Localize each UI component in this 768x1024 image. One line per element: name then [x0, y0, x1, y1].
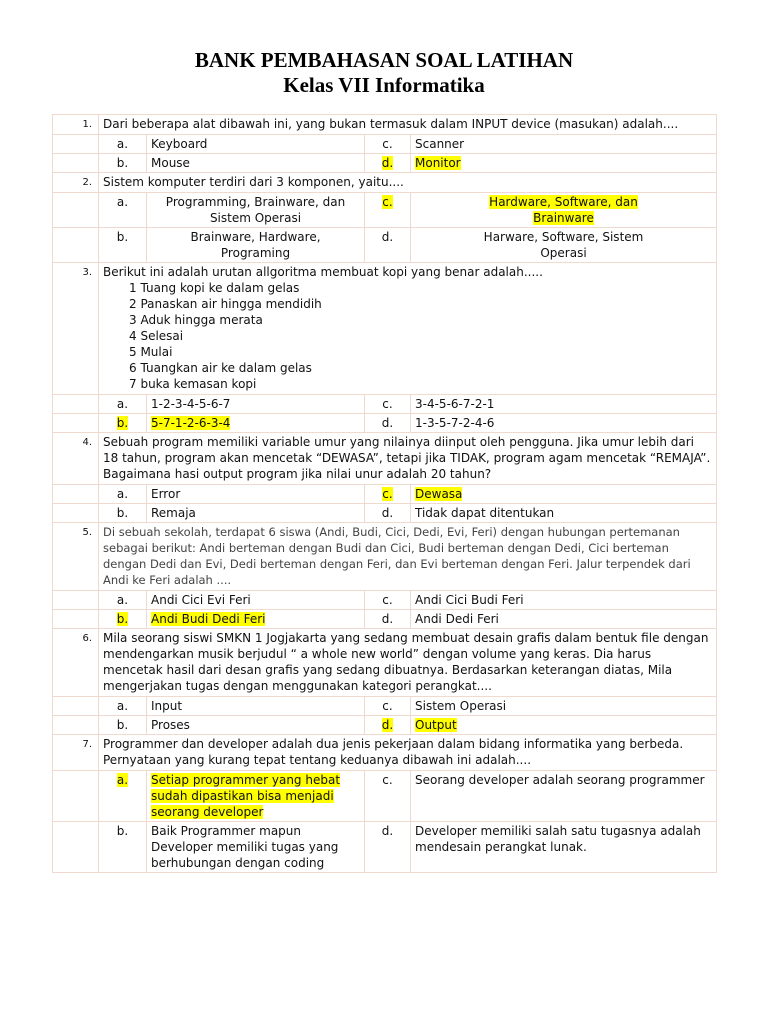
question-number: 6. — [53, 629, 99, 697]
option-text: Andi Dedi Feri — [411, 610, 717, 629]
option-text: Andi Cici Evi Feri — [147, 591, 365, 610]
question-text: Sebuah program memiliki variable umur yang nilainya diinput oleh pengguna. Jika umur lebih dari 18 tahun, program akan mencetak “DEWASA”, tetapi jika TIDAK, program agam mencetak “REMAJA”. Bagaimana hasi output program jika nilai unur adalah 20 tahun? — [99, 433, 717, 485]
option-text: 1-3-5-7-2-4-6 — [411, 414, 717, 433]
question-number: 1. — [53, 115, 99, 135]
step-item: 5 Mulai — [129, 345, 173, 359]
option-row — [53, 504, 717, 523]
question-number: 4. — [53, 433, 99, 485]
option-row — [53, 610, 717, 629]
option-letter: a. — [99, 485, 147, 504]
question-text: Mila seorang siswi SMKN 1 Jogjakarta yang sedang membuat desain grafis dalam bentuk file dengan mendengarkan musik berjudul “ a whole new world” dengan volume yang keras. Dia harus mencetak hasil dari desan grafis yang sedang dibuatnya. Berdasarkan keterangan diatas, Mila mengerjakan tugas dengan menggunakan kategori perangkat.... — [99, 629, 717, 697]
option-letter: c. — [365, 135, 411, 154]
option-letter: b. — [99, 822, 147, 873]
question-3-row — [53, 263, 717, 395]
question-text: Programmer dan developer adalah dua jenis pekerjaan dalam bidang informatika yang berbeda. Pernyataan yang kurang tepat tentang keduanya dibawah ini adalah.... — [99, 735, 717, 771]
step-item: 4 Selesai — [129, 329, 184, 343]
question-text: Sistem komputer terdiri dari 3 komponen, yaitu.... — [99, 173, 717, 193]
page-subtitle: Kelas VII Informatika — [283, 73, 485, 97]
option-letter: d. — [365, 822, 411, 873]
option-row — [53, 697, 717, 716]
option-row — [53, 822, 717, 873]
step-item: 1 Tuang kopi ke dalam gelas — [129, 281, 300, 295]
page-title: BANK PEMBAHASAN SOAL LATIHAN — [194, 48, 574, 72]
option-letter: a. — [99, 135, 147, 154]
option-row — [53, 716, 717, 735]
option-row — [53, 771, 717, 822]
step-item: 3 Aduk hingga merata — [129, 313, 263, 327]
answer-text: Setiap programmer yang hebat sudah dipastikan bisa menjadi seorang developer — [151, 773, 341, 819]
option-letter: b. — [99, 504, 147, 523]
option-text: Error — [147, 485, 365, 504]
answer-letter: d. — [381, 156, 394, 170]
option-letter: a. — [99, 395, 147, 414]
answer-text: 5-7-1-2-6-3-4 — [151, 416, 231, 430]
option-letter: b. — [99, 154, 147, 173]
question-text: Di sebuah sekolah, terdapat 6 siswa (Andi, Budi, Cici, Dedi, Evi, Feri) dengan hubungan pertemanan sebagai berikut: Andi berteman dengan Budi dan Cici, Budi berteman dengan Dedi, Cici berteman dengan Dedi dan Evi, Dedi berteman dengan Feri, dan Evi berteman dengan Feri. Jalur terpendek dari Andi ke Feri adalah .... — [99, 523, 717, 591]
option-letter: c. — [365, 697, 411, 716]
option-text: Keyboard — [147, 135, 365, 154]
option-text: Developer memiliki salah satu tugasnya adalah mendesain perangkat lunak. — [411, 822, 717, 873]
question-number: 3. — [53, 263, 99, 395]
option-letter: d. — [365, 504, 411, 523]
option-letter: a. — [99, 193, 147, 228]
option-letter: c. — [365, 771, 411, 822]
question-number: 5. — [53, 523, 99, 591]
option-letter: a. — [99, 697, 147, 716]
option-text: 3-4-5-6-7-2-1 — [411, 395, 717, 414]
option-text: Mouse — [147, 154, 365, 173]
question-6-row — [53, 629, 717, 697]
question-number: 2. — [53, 173, 99, 193]
question-5-row — [53, 523, 717, 591]
option-text: Andi Cici Budi Feri — [411, 591, 717, 610]
step-item: 6 Tuangkan air ke dalam gelas — [129, 361, 312, 375]
question-number: 7. — [53, 735, 99, 771]
question-7-row — [53, 735, 717, 771]
option-row — [53, 135, 717, 154]
question-text: Dari beberapa alat dibawah ini, yang bukan termasuk dalam INPUT device (masukan) adalah.... — [99, 115, 717, 135]
answer-letter: b. — [116, 612, 129, 626]
answer-letter: c. — [382, 487, 393, 501]
option-text: Programming, Brainware, dan Sistem Operasi — [147, 193, 365, 228]
answer-letter: c. — [382, 195, 393, 209]
question-text: Berikut ini adalah urutan allgoritma membuat kopi yang benar adalah..... — [103, 265, 543, 279]
answer-text: Andi Budi Dedi Feri — [151, 612, 266, 626]
option-text: Scanner — [411, 135, 717, 154]
option-letter: c. — [365, 395, 411, 414]
question-table — [52, 114, 717, 873]
option-letter: c. — [365, 591, 411, 610]
option-text: Input — [147, 697, 365, 716]
option-letter: a. — [99, 591, 147, 610]
answer-text: Hardware, Software, dan Brainware — [489, 195, 638, 225]
option-text: Proses — [147, 716, 365, 735]
option-text: Tidak dapat ditentukan — [411, 504, 717, 523]
option-row — [53, 414, 717, 433]
answer-letter: d. — [381, 718, 394, 732]
step-item: 7 buka kemasan kopi — [129, 377, 257, 391]
answer-text: Dewasa — [415, 487, 463, 501]
option-text: Harware, Software, Sistem Operasi — [411, 228, 717, 263]
step-item: 2 Panaskan air hingga mendidih — [129, 297, 322, 311]
question-4-row — [53, 433, 717, 485]
option-row — [53, 485, 717, 504]
option-row — [53, 193, 717, 228]
option-row — [53, 591, 717, 610]
option-text: Brainware, Hardware, Programing — [147, 228, 365, 263]
answer-text: Output — [415, 718, 457, 732]
question-1-row — [53, 115, 717, 135]
option-text: Sistem Operasi — [411, 697, 717, 716]
option-letter: d. — [365, 228, 411, 263]
option-letter: d. — [365, 414, 411, 433]
option-letter: d. — [365, 610, 411, 629]
question-2-row — [53, 173, 717, 193]
answer-text: Monitor — [415, 156, 461, 170]
option-row — [53, 228, 717, 263]
option-text: 1-2-3-4-5-6-7 — [147, 395, 365, 414]
option-text: Baik Programmer mapun Developer memiliki tugas yang berhubungan dengan coding — [147, 822, 365, 873]
option-row — [53, 395, 717, 414]
option-row — [53, 154, 717, 173]
option-letter: b. — [99, 228, 147, 263]
algorithm-steps — [103, 280, 712, 392]
option-text: Seorang developer adalah seorang programmer — [411, 771, 717, 822]
answer-letter: a. — [116, 773, 129, 787]
option-text: Remaja — [147, 504, 365, 523]
option-letter: b. — [99, 716, 147, 735]
answer-letter: b. — [116, 416, 129, 430]
